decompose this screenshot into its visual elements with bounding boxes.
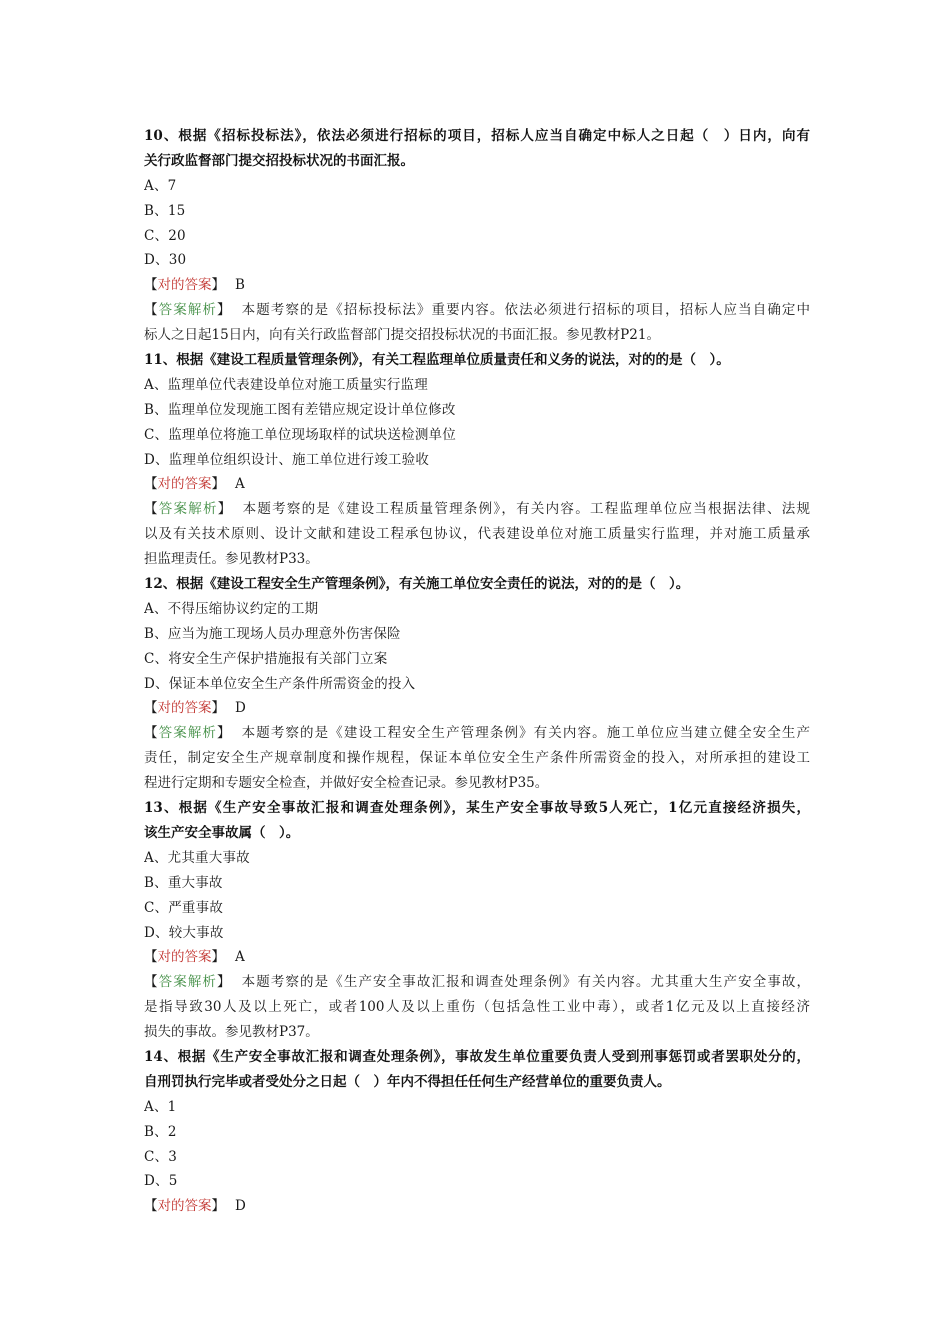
option-c: C、20 xyxy=(144,227,186,244)
explanation-line: 是指导致30人及以上死亡，或者100人及以上重伤（包括急性工业中毒），或者1亿元及以上直接经济 xyxy=(144,999,810,1016)
option-d: D、30 xyxy=(144,252,187,269)
answer-tag-left-bracket: 【 xyxy=(144,1198,158,1215)
explain-tag: 答案解析 xyxy=(158,501,218,518)
answer-value: D xyxy=(235,1198,246,1215)
explanation-text: 本题考察的是《招标投标法》重要内容。依法必须进行招标的项目，招标人应当自确定中 xyxy=(241,302,810,319)
explanation-line: 标人之日起15日内，向有关行政监督部门提交招投标状况的书面汇报。参见教材P21。 xyxy=(144,327,660,344)
question-stem-line: 11、根据《建设工程质量管理条例》，有关工程监理单位质量责任和义务的说法，对的的是（ ）。 xyxy=(144,352,730,369)
option-c: C、3 xyxy=(144,1148,178,1165)
question-stem-line: 14、根据《生产安全事故汇报和调查处理条例》，事故发生单位重要负责人受到刑事惩罚或者罢职处分的， xyxy=(144,1048,810,1065)
explanation-line xyxy=(144,721,810,746)
option-c: C、严重事故 xyxy=(144,899,224,916)
explanation-line xyxy=(144,970,810,995)
option-b: B、监理单位发现施工图有差错应规定设计单位修改 xyxy=(144,401,456,418)
option-a: A、1 xyxy=(144,1098,177,1115)
question-13 xyxy=(144,796,810,1045)
answer-tag-right-bracket: 】 xyxy=(211,700,225,717)
answer-line xyxy=(144,1194,810,1219)
question-stem-line: 12、根据《建设工程安全生产管理条例》，有关施工单位安全责任的说法，对的的是（ ）。 xyxy=(144,576,690,593)
question-14 xyxy=(144,1045,810,1219)
explain-tag: 答案解析 xyxy=(158,974,218,991)
explain-tag-left-bracket: 【 xyxy=(144,974,159,991)
option-b: B、2 xyxy=(144,1123,177,1140)
answer-tag-right-bracket: 】 xyxy=(211,1198,225,1215)
answer-line xyxy=(144,472,810,497)
explain-tag: 答案解析 xyxy=(158,302,218,319)
answer-tag: 对的答案 xyxy=(157,700,212,717)
option-c: C、将安全生产保护措施报有关部门立案 xyxy=(144,650,388,667)
question-stem-line: 关行政监督部门提交招投标状况的书面汇报。 xyxy=(144,152,414,169)
option-d: D、较大事故 xyxy=(144,924,224,941)
explanation-line xyxy=(144,298,810,323)
explanation-line: 损失的事故。参见教材P37。 xyxy=(144,1024,319,1041)
answer-tag-left-bracket: 【 xyxy=(144,277,158,294)
answer-value: B xyxy=(235,277,245,294)
answer-tag-right-bracket: 】 xyxy=(211,949,225,966)
option-d: D、保证本单位安全生产条件所需资金的投入 xyxy=(144,675,416,692)
explain-tag-left-bracket: 【 xyxy=(144,302,159,319)
option-a: A、尤其重大事故 xyxy=(144,849,250,866)
question-12 xyxy=(144,572,810,796)
explain-tag-left-bracket: 【 xyxy=(144,725,159,742)
option-d: D、5 xyxy=(144,1173,178,1190)
explain-tag: 答案解析 xyxy=(158,725,218,742)
explain-tag-right-bracket: 】 xyxy=(217,725,232,742)
answer-line xyxy=(144,273,810,298)
answer-tag-left-bracket: 【 xyxy=(144,476,158,493)
answer-value: A xyxy=(235,476,245,493)
explanation-line: 以及有关技术原则、设计文献和建设工程承包协议，代表建设单位对施工质量实行监理，并对施工质量承 xyxy=(144,526,810,543)
answer-line xyxy=(144,945,810,970)
explanation-text: 本题考察的是《生产安全事故汇报和调查处理条例》有关内容。尤其重大生产安全事故， xyxy=(241,974,810,991)
answer-tag-left-bracket: 【 xyxy=(144,949,158,966)
answer-value: A xyxy=(235,949,245,966)
explanation-line: 担监理责任。参见教材P33。 xyxy=(144,551,319,568)
option-c: C、监理单位将施工单位现场取样的试块送检测单位 xyxy=(144,426,456,443)
explain-tag-right-bracket: 】 xyxy=(217,974,232,991)
answer-tag: 对的答案 xyxy=(157,476,212,493)
question-11 xyxy=(144,348,810,572)
answer-tag: 对的答案 xyxy=(157,277,212,294)
document-page xyxy=(144,124,810,1219)
option-a: A、监理单位代表建设单位对施工质量实行监理 xyxy=(144,376,428,393)
answer-value: D xyxy=(235,700,246,717)
question-stem-line: 自刑罚执行完毕或者受处分之日起（ ）年内不得担任任何生产经营单位的重要负责人。 xyxy=(144,1073,671,1090)
option-b: B、15 xyxy=(144,202,186,219)
explain-tag-right-bracket: 】 xyxy=(217,501,233,518)
question-stem-line: 10、根据《招标投标法》，依法必须进行招标的项目，招标人应当自确定中标人之日起（ ）日内，向有 xyxy=(144,128,810,144)
question-10 xyxy=(144,124,810,348)
explanation-line xyxy=(144,497,810,522)
option-a: A、不得压缩协议约定的工期 xyxy=(144,600,319,617)
explain-tag-right-bracket: 】 xyxy=(217,302,232,319)
explain-tag-left-bracket: 【 xyxy=(144,501,159,518)
option-b: B、应当为施工现场人员办理意外伤害保险 xyxy=(144,625,401,642)
answer-tag: 对的答案 xyxy=(157,1198,212,1215)
explanation-line: 程进行定期和专题安全检查，并做好安全检查记录。参见教材P35。 xyxy=(144,775,549,792)
answer-tag-right-bracket: 】 xyxy=(211,277,225,294)
question-stem-line: 该生产安全事故属（ ）。 xyxy=(144,824,300,841)
answer-tag-right-bracket: 】 xyxy=(211,476,225,493)
question-stem-line: 13、根据《生产安全事故汇报和调查处理条例》，某生产安全事故导致5人死亡，1亿元直接经济损失， xyxy=(144,800,810,817)
answer-line xyxy=(144,696,810,721)
explanation-line: 责任，制定安全生产规章制度和操作规程，保证本单位安全生产条件所需资金的投入，对所承担的建设工 xyxy=(144,750,810,767)
option-b: B、重大事故 xyxy=(144,874,223,891)
explanation-text: 本题考察的是《建设工程质量管理条例》，有关内容。工程监理单位应当根据法律、法规 xyxy=(242,501,810,518)
option-a: A、7 xyxy=(144,177,177,194)
answer-tag-left-bracket: 【 xyxy=(144,700,158,717)
answer-tag: 对的答案 xyxy=(157,949,212,966)
explanation-text: 本题考察的是《建设工程安全生产管理条例》有关内容。施工单位应当建立健全安全生产 xyxy=(241,725,810,742)
option-d: D、监理单位组织设计、施工单位进行竣工验收 xyxy=(144,451,430,468)
